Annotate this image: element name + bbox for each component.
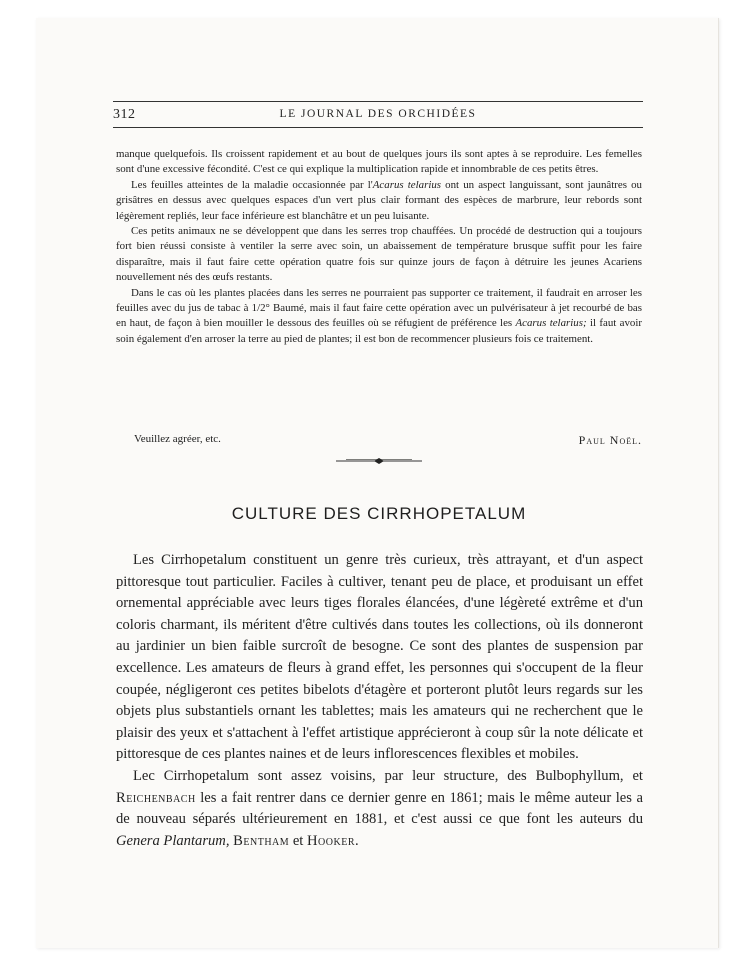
letter-paragraph: manque quelquefois. Ils croissent rapidement et au bout de quelques jours ils sont aptes à se reproduire. Les femelles sont d'une excessive fécondité. C'est ce qui explique la multiplication rapide et innombrable de ces petits êtres. <box>116 148 642 176</box>
author-name: Hooker <box>307 832 355 849</box>
section-divider-ornament <box>336 456 422 466</box>
species-name: Acarus telarius; <box>515 317 587 330</box>
article-body <box>116 550 643 852</box>
author-name: Reichenbach <box>116 789 196 806</box>
closing-greeting: Veuillez agréer, etc. <box>134 433 221 445</box>
author-signature: Paul Noël. <box>578 433 642 447</box>
letter-body <box>116 147 642 347</box>
page-number: 312 <box>113 107 136 122</box>
header-rule-bottom <box>113 127 643 128</box>
article-paragraph: Lec Cirrhopetalum sont assez voisins, par leur structure, des Bulbophyllum, et Reichenbach les a fait rentrer dans ce dernier genre en 1861; mais le même auteur les a de nouveau séparés ultérieurement en 1881, et c'est aussi ce que font les auteurs du Genera Plantarum, Bentham et Hooker. <box>116 767 643 849</box>
species-name: Acarus telarius <box>372 178 442 191</box>
article-paragraph: Les Cirrhopetalum constituent un genre très curieux, très attrayant, et d'un aspect pittoresque tout particulier. Faciles à cultiver, tenant peu de place, et produisant un effet ornemental appréciable avec leurs tiges florales élancées, d'une légèreté extrême et d'un coloris charmant, ils méritent d'être cultivés dans toutes les collections, où ils donneront au jardinier un bien faible surcroît de besogne. Ce sont des plantes de suspension par excellence. Les amateurs de fleurs à grand effet, les personnes qui s'occupent de la fleur coupée, négligeront ces petites bibelots d'étagère et porteront plutôt leurs regards sur les objets plus substantiels ornant les tablettes; mais les amateurs qui ne recherchent que le plaisir des yeux et s'attachent à l'effet artistique apprécieront à coup sûr la note délicate et pittoresque de ces plantes naines et de leurs inflorescences flexibles et mobiles. <box>116 552 643 763</box>
letter-closing <box>116 433 642 449</box>
letter-paragraph: Dans le cas où les plantes placées dans les serres ne pourraient pas supporter ce traitement, il faudrait en arroser les feuilles avec du jus de tabac à 1/2° Baumé, mais il faut faire cette opération avec un pulvérisateur à jet recourbé de bas en haut, de façon à bien mouiller le dessous des feuilles où se réfugient de préférence les Acarus telarius; il faut avoir soin également d'en arroser la terre au pied de plantes; il est bon de recommencer plusieurs fois ce traitement. <box>116 286 643 345</box>
book-title: Genera Plantarum, <box>116 832 230 849</box>
article-title: CULTURE DES CIRRHOPETALUM <box>231 504 527 523</box>
running-header <box>113 101 643 129</box>
header-rule-top <box>113 101 643 102</box>
author-name: Bentham <box>233 832 290 849</box>
letter-paragraph: Les feuilles atteintes de la maladie occasionnée par l'Acarus telarius ont un aspect languissant, sont jaunâtres ou grisâtres en dessus avec quelques espaces d'un vert plus clair formant des espèces de marbrure, leur rebords sont légèrement repliés, leur face inférieure est blanchâtre et un peu luisante. <box>116 178 643 222</box>
journal-title: LE JOURNAL DES ORCHIDÉES <box>279 108 477 120</box>
letter-paragraph: Ces petits animaux ne se développent que dans les serres trop chauffées. Un procédé de destruction qui a toujours fort bien réussi consiste à ventiler la serre avec soin, un abaissement de température brusque suffit pour les faire disparaître, mais il faut faire cette opération quatre fois sur quinze jours de façon à détruire les jeunes Acariens nouvellement nés des œufs restants. <box>116 225 642 284</box>
